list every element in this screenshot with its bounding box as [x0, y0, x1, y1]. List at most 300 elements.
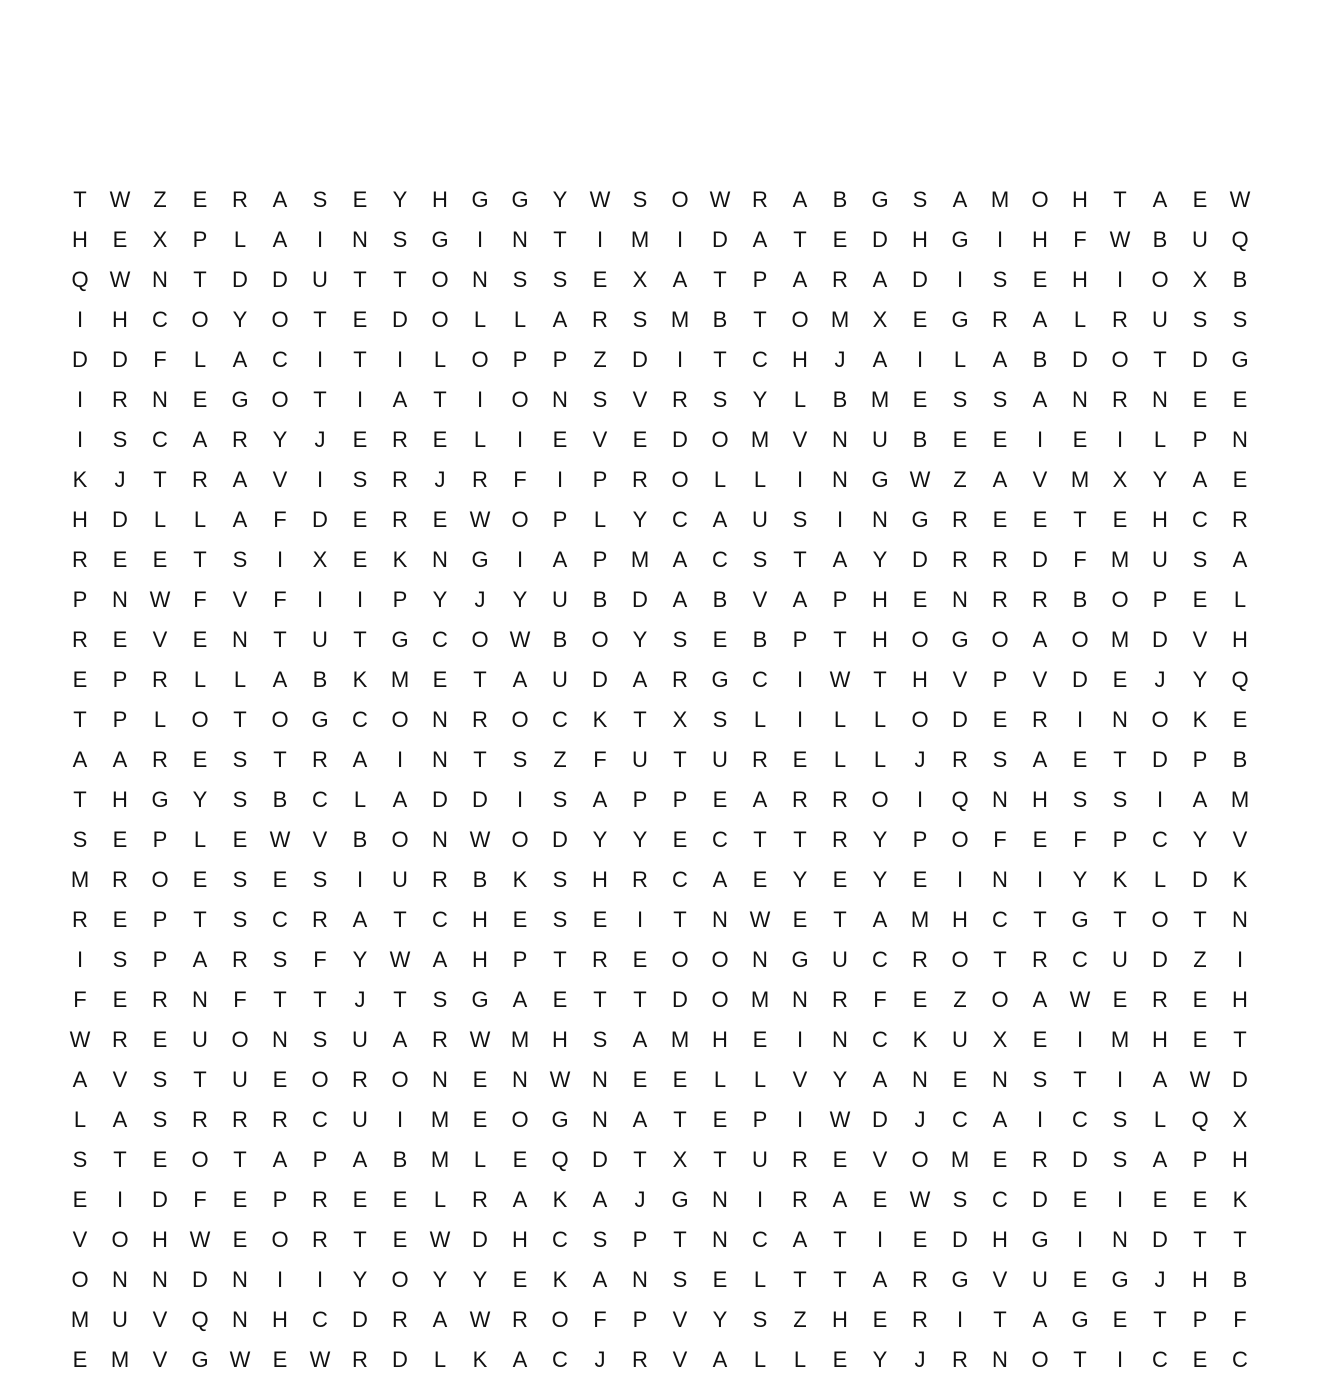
letter-cell[interactable]: O: [111, 1227, 129, 1252]
letter-cell[interactable]: O: [431, 307, 449, 332]
letter-cell[interactable]: N: [992, 867, 1008, 892]
letter-cell[interactable]: X: [1232, 1107, 1248, 1132]
letter-cell[interactable]: R: [592, 307, 608, 332]
letter-cell[interactable]: L: [833, 747, 847, 772]
letter-cell[interactable]: A: [1032, 307, 1048, 332]
letter-cell[interactable]: I: [276, 547, 284, 572]
letter-cell[interactable]: I: [516, 787, 524, 812]
letter-cell[interactable]: A: [712, 1347, 728, 1372]
letter-cell[interactable]: B: [472, 867, 488, 892]
letter-cell[interactable]: I: [1036, 1107, 1044, 1132]
letter-cell[interactable]: G: [231, 387, 249, 412]
letter-cell[interactable]: R: [832, 987, 848, 1012]
letter-cell[interactable]: E: [472, 1107, 488, 1132]
letter-cell[interactable]: O: [71, 1267, 89, 1292]
letter-cell[interactable]: N: [712, 1187, 728, 1212]
letter-cell[interactable]: O: [671, 467, 689, 492]
letter-cell[interactable]: A: [392, 1027, 408, 1052]
letter-cell[interactable]: T: [673, 1227, 687, 1252]
letter-cell[interactable]: T: [993, 1307, 1007, 1332]
letter-cell[interactable]: A: [1192, 787, 1208, 812]
letter-cell[interactable]: H: [1072, 187, 1088, 212]
letter-cell[interactable]: D: [312, 507, 328, 532]
letter-cell[interactable]: K: [1232, 867, 1248, 892]
letter-cell[interactable]: A: [512, 667, 528, 692]
letter-cell[interactable]: C: [1152, 1347, 1168, 1372]
letter-cell[interactable]: P: [1192, 747, 1208, 772]
letter-cell[interactable]: E: [112, 827, 128, 852]
letter-cell[interactable]: W: [469, 507, 491, 532]
letter-cell[interactable]: R: [232, 427, 248, 452]
letter-cell[interactable]: Y: [1072, 867, 1088, 892]
letter-cell[interactable]: S: [1112, 787, 1128, 812]
letter-cell[interactable]: A: [832, 1187, 848, 1212]
letter-cell[interactable]: V: [1192, 627, 1208, 652]
letter-cell[interactable]: T: [833, 1227, 847, 1252]
letter-cell[interactable]: R: [792, 1147, 808, 1172]
letter-cell[interactable]: R: [112, 867, 128, 892]
letter-cell[interactable]: L: [433, 347, 447, 372]
letter-cell[interactable]: T: [633, 707, 647, 732]
letter-cell[interactable]: W: [149, 587, 171, 612]
letter-cell[interactable]: M: [950, 1147, 970, 1172]
letter-cell[interactable]: G: [391, 627, 409, 652]
letter-cell[interactable]: N: [432, 547, 448, 572]
letter-cell[interactable]: B: [272, 787, 288, 812]
letter-cell[interactable]: B: [1072, 587, 1088, 612]
letter-cell[interactable]: O: [671, 187, 689, 212]
letter-cell[interactable]: E: [272, 1347, 288, 1372]
letter-cell[interactable]: N: [712, 907, 728, 932]
letter-cell[interactable]: N: [352, 227, 368, 252]
letter-cell[interactable]: S: [272, 947, 288, 972]
letter-cell[interactable]: A: [872, 1267, 888, 1292]
letter-cell[interactable]: E: [1192, 1027, 1208, 1052]
letter-cell[interactable]: H: [912, 227, 928, 252]
letter-cell[interactable]: T: [993, 947, 1007, 972]
letter-cell[interactable]: N: [152, 1267, 168, 1292]
letter-cell[interactable]: T: [1153, 347, 1167, 372]
letter-cell[interactable]: D: [912, 547, 928, 572]
letter-cell[interactable]: P: [152, 947, 168, 972]
letter-cell[interactable]: E: [592, 267, 608, 292]
letter-cell[interactable]: I: [516, 547, 524, 572]
letter-cell[interactable]: N: [592, 1067, 608, 1092]
letter-cell[interactable]: R: [832, 267, 848, 292]
letter-cell[interactable]: C: [872, 947, 888, 972]
letter-cell[interactable]: H: [872, 627, 888, 652]
letter-cell[interactable]: C: [952, 1107, 968, 1132]
letter-cell[interactable]: O: [511, 387, 529, 412]
letter-cell[interactable]: T: [673, 907, 687, 932]
letter-cell[interactable]: T: [73, 707, 87, 732]
letter-cell[interactable]: L: [233, 227, 247, 252]
letter-cell[interactable]: W: [829, 1107, 851, 1132]
letter-cell[interactable]: B: [1032, 347, 1048, 372]
letter-cell[interactable]: J: [314, 427, 326, 452]
letter-cell[interactable]: M: [1230, 787, 1250, 812]
letter-cell[interactable]: D: [1232, 1067, 1248, 1092]
letter-cell[interactable]: E: [112, 547, 128, 572]
letter-cell[interactable]: T: [793, 227, 807, 252]
letter-cell[interactable]: O: [231, 1027, 249, 1052]
letter-cell[interactable]: C: [552, 707, 568, 732]
letter-cell[interactable]: V: [232, 587, 248, 612]
letter-cell[interactable]: Z: [553, 747, 567, 772]
letter-cell[interactable]: H: [72, 507, 88, 532]
letter-cell[interactable]: N: [232, 627, 248, 652]
letter-cell[interactable]: I: [76, 307, 84, 332]
letter-cell[interactable]: K: [72, 467, 88, 492]
letter-cell[interactable]: X: [992, 1027, 1008, 1052]
letter-cell[interactable]: O: [671, 947, 689, 972]
letter-cell[interactable]: E: [1192, 1347, 1208, 1372]
letter-cell[interactable]: R: [632, 867, 648, 892]
letter-cell[interactable]: Y: [472, 1267, 488, 1292]
letter-cell[interactable]: U: [872, 427, 888, 452]
letter-cell[interactable]: O: [311, 1067, 329, 1092]
letter-cell[interactable]: T: [833, 1267, 847, 1292]
letter-cell[interactable]: W: [589, 187, 611, 212]
letter-cell[interactable]: E: [72, 1187, 88, 1212]
letter-cell[interactable]: S: [432, 987, 448, 1012]
letter-cell[interactable]: T: [793, 827, 807, 852]
letter-cell[interactable]: R: [432, 867, 448, 892]
letter-cell[interactable]: E: [632, 427, 648, 452]
letter-cell[interactable]: U: [352, 1027, 368, 1052]
letter-cell[interactable]: U: [752, 507, 768, 532]
letter-cell[interactable]: T: [1153, 1307, 1167, 1332]
letter-cell[interactable]: O: [1151, 267, 1169, 292]
letter-cell[interactable]: E: [992, 1147, 1008, 1172]
letter-cell[interactable]: I: [876, 1227, 884, 1252]
letter-cell[interactable]: T: [273, 627, 287, 652]
letter-cell[interactable]: E: [272, 867, 288, 892]
letter-cell[interactable]: E: [1232, 707, 1248, 732]
letter-cell[interactable]: E: [112, 987, 128, 1012]
letter-cell[interactable]: N: [472, 267, 488, 292]
letter-cell[interactable]: G: [951, 627, 969, 652]
letter-cell[interactable]: O: [391, 827, 409, 852]
letter-cell[interactable]: H: [552, 1027, 568, 1052]
letter-cell[interactable]: E: [872, 1187, 888, 1212]
letter-cell[interactable]: H: [112, 307, 128, 332]
letter-cell[interactable]: L: [433, 1347, 447, 1372]
letter-cell[interactable]: C: [312, 1107, 328, 1132]
letter-cell[interactable]: V: [672, 1347, 688, 1372]
letter-cell[interactable]: A: [72, 747, 88, 772]
letter-cell[interactable]: T: [1073, 1067, 1087, 1092]
letter-cell[interactable]: E: [352, 547, 368, 572]
letter-cell[interactable]: A: [872, 1067, 888, 1092]
letter-cell[interactable]: A: [872, 267, 888, 292]
letter-cell[interactable]: D: [472, 1227, 488, 1252]
letter-cell[interactable]: S: [312, 1027, 328, 1052]
letter-cell[interactable]: E: [352, 427, 368, 452]
letter-cell[interactable]: V: [152, 627, 168, 652]
letter-cell[interactable]: E: [1112, 667, 1128, 692]
letter-cell[interactable]: Q: [1231, 227, 1249, 252]
letter-cell[interactable]: I: [516, 427, 524, 452]
letter-cell[interactable]: N: [432, 747, 448, 772]
letter-cell[interactable]: X: [312, 547, 328, 572]
letter-cell[interactable]: L: [473, 1147, 487, 1172]
letter-cell[interactable]: M: [670, 307, 690, 332]
letter-cell[interactable]: O: [511, 1107, 529, 1132]
letter-cell[interactable]: F: [233, 987, 247, 1012]
letter-cell[interactable]: E: [792, 747, 808, 772]
letter-cell[interactable]: H: [1032, 787, 1048, 812]
letter-cell[interactable]: M: [70, 867, 90, 892]
letter-cell[interactable]: R: [832, 787, 848, 812]
letter-cell[interactable]: R: [792, 1187, 808, 1212]
letter-cell[interactable]: A: [1032, 1307, 1048, 1332]
letter-cell[interactable]: S: [552, 907, 568, 932]
letter-cell[interactable]: R: [992, 587, 1008, 612]
letter-cell[interactable]: C: [712, 547, 728, 572]
letter-cell[interactable]: P: [512, 947, 528, 972]
letter-cell[interactable]: D: [1152, 947, 1168, 972]
letter-cell[interactable]: A: [712, 507, 728, 532]
letter-cell[interactable]: U: [232, 1067, 248, 1092]
letter-cell[interactable]: Q: [951, 787, 969, 812]
letter-cell[interactable]: I: [1116, 1187, 1124, 1212]
letter-cell[interactable]: E: [832, 1147, 848, 1172]
letter-cell[interactable]: P: [1192, 427, 1208, 452]
letter-cell[interactable]: O: [791, 307, 809, 332]
letter-cell[interactable]: R: [352, 1347, 368, 1372]
letter-cell[interactable]: E: [1112, 1307, 1128, 1332]
letter-cell[interactable]: Y: [232, 307, 248, 332]
letter-cell[interactable]: F: [313, 947, 327, 972]
letter-cell[interactable]: E: [472, 1067, 488, 1092]
letter-cell[interactable]: R: [472, 467, 488, 492]
letter-cell[interactable]: I: [636, 907, 644, 932]
letter-cell[interactable]: E: [952, 1067, 968, 1092]
letter-cell[interactable]: I: [956, 267, 964, 292]
letter-cell[interactable]: V: [72, 1227, 88, 1252]
letter-cell[interactable]: R: [512, 1307, 528, 1332]
letter-cell[interactable]: I: [556, 467, 564, 492]
letter-cell[interactable]: L: [713, 467, 727, 492]
letter-cell[interactable]: R: [1152, 987, 1168, 1012]
letter-cell[interactable]: P: [112, 667, 128, 692]
letter-cell[interactable]: A: [1232, 547, 1248, 572]
letter-cell[interactable]: P: [912, 827, 928, 852]
letter-cell[interactable]: B: [712, 587, 728, 612]
letter-cell[interactable]: O: [471, 347, 489, 372]
letter-cell[interactable]: D: [1152, 1227, 1168, 1252]
letter-cell[interactable]: E: [592, 907, 608, 932]
letter-cell[interactable]: I: [996, 227, 1004, 252]
letter-cell[interactable]: A: [112, 747, 128, 772]
letter-cell[interactable]: A: [632, 1027, 648, 1052]
letter-cell[interactable]: T: [553, 947, 567, 972]
letter-cell[interactable]: A: [352, 747, 368, 772]
letter-cell[interactable]: B: [592, 587, 608, 612]
letter-cell[interactable]: Y: [1192, 827, 1208, 852]
letter-cell[interactable]: D: [232, 267, 248, 292]
letter-cell[interactable]: C: [1232, 1347, 1248, 1372]
letter-cell[interactable]: R: [632, 1347, 648, 1372]
letter-cell[interactable]: G: [1071, 907, 1089, 932]
letter-cell[interactable]: G: [871, 187, 889, 212]
letter-cell[interactable]: O: [191, 707, 209, 732]
letter-cell[interactable]: V: [592, 427, 608, 452]
letter-cell[interactable]: O: [711, 427, 729, 452]
letter-cell[interactable]: S: [752, 547, 768, 572]
letter-cell[interactable]: M: [1110, 547, 1130, 572]
letter-cell[interactable]: L: [1153, 867, 1167, 892]
letter-cell[interactable]: M: [830, 307, 850, 332]
letter-cell[interactable]: A: [432, 1307, 448, 1332]
letter-cell[interactable]: A: [792, 267, 808, 292]
letter-cell[interactable]: R: [312, 1227, 328, 1252]
letter-cell[interactable]: F: [153, 347, 167, 372]
letter-cell[interactable]: N: [1152, 387, 1168, 412]
letter-cell[interactable]: B: [712, 307, 728, 332]
letter-cell[interactable]: B: [752, 627, 768, 652]
letter-cell[interactable]: P: [552, 507, 568, 532]
letter-cell[interactable]: S: [752, 1307, 768, 1332]
letter-cell[interactable]: T: [673, 747, 687, 772]
letter-cell[interactable]: S: [112, 427, 128, 452]
letter-cell[interactable]: F: [193, 1187, 207, 1212]
letter-cell[interactable]: S: [592, 1227, 608, 1252]
letter-cell[interactable]: U: [312, 267, 328, 292]
letter-cell[interactable]: D: [432, 787, 448, 812]
letter-cell[interactable]: Y: [632, 627, 648, 652]
letter-cell[interactable]: E: [72, 667, 88, 692]
letter-cell[interactable]: C: [712, 827, 728, 852]
letter-cell[interactable]: M: [670, 1027, 690, 1052]
letter-cell[interactable]: X: [672, 707, 688, 732]
letter-cell[interactable]: H: [912, 667, 928, 692]
letter-cell[interactable]: O: [511, 507, 529, 532]
letter-cell[interactable]: A: [552, 547, 568, 572]
letter-cell[interactable]: C: [312, 1307, 328, 1332]
letter-cell[interactable]: R: [1232, 507, 1248, 532]
letter-cell[interactable]: E: [232, 1187, 248, 1212]
letter-cell[interactable]: W: [269, 827, 291, 852]
letter-cell[interactable]: F: [1073, 827, 1087, 852]
letter-cell[interactable]: M: [1110, 1027, 1130, 1052]
letter-cell[interactable]: B: [1152, 227, 1168, 252]
letter-cell[interactable]: H: [272, 1307, 288, 1332]
letter-cell[interactable]: W: [229, 1347, 251, 1372]
letter-cell[interactable]: P: [272, 1187, 288, 1212]
letter-cell[interactable]: S: [552, 267, 568, 292]
letter-cell[interactable]: J: [834, 347, 846, 372]
letter-cell[interactable]: R: [72, 547, 88, 572]
letter-cell[interactable]: A: [1152, 1147, 1168, 1172]
letter-cell[interactable]: T: [193, 907, 207, 932]
letter-cell[interactable]: E: [992, 507, 1008, 532]
letter-cell[interactable]: Y: [712, 1307, 728, 1332]
letter-cell[interactable]: J: [474, 587, 486, 612]
letter-cell[interactable]: E: [1032, 1027, 1048, 1052]
letter-cell[interactable]: T: [433, 387, 447, 412]
letter-cell[interactable]: K: [912, 1027, 928, 1052]
letter-cell[interactable]: P: [632, 787, 648, 812]
letter-cell[interactable]: H: [1032, 227, 1048, 252]
letter-cell[interactable]: E: [512, 1147, 528, 1172]
letter-cell[interactable]: W: [69, 1027, 91, 1052]
letter-cell[interactable]: D: [1192, 347, 1208, 372]
letter-cell[interactable]: E: [1112, 507, 1128, 532]
letter-cell[interactable]: R: [632, 467, 648, 492]
letter-cell[interactable]: O: [591, 627, 609, 652]
letter-cell[interactable]: P: [152, 827, 168, 852]
letter-cell[interactable]: N: [232, 1307, 248, 1332]
letter-cell[interactable]: T: [753, 827, 767, 852]
letter-cell[interactable]: R: [1032, 587, 1048, 612]
letter-cell[interactable]: O: [391, 707, 409, 732]
letter-cell[interactable]: A: [192, 947, 208, 972]
letter-cell[interactable]: O: [991, 987, 1009, 1012]
letter-cell[interactable]: K: [1112, 867, 1128, 892]
letter-cell[interactable]: I: [1116, 267, 1124, 292]
letter-cell[interactable]: A: [832, 547, 848, 572]
letter-cell[interactable]: A: [1152, 1067, 1168, 1092]
letter-cell[interactable]: R: [472, 707, 488, 732]
letter-cell[interactable]: R: [312, 907, 328, 932]
letter-cell[interactable]: E: [992, 427, 1008, 452]
letter-cell[interactable]: R: [912, 947, 928, 972]
letter-cell[interactable]: G: [1071, 1307, 1089, 1332]
letter-cell[interactable]: E: [752, 1027, 768, 1052]
letter-cell[interactable]: W: [909, 467, 931, 492]
letter-cell[interactable]: U: [1152, 547, 1168, 572]
letter-cell[interactable]: L: [593, 507, 607, 532]
letter-cell[interactable]: M: [510, 1027, 530, 1052]
letter-cell[interactable]: I: [916, 347, 924, 372]
letter-cell[interactable]: I: [1116, 1067, 1124, 1092]
letter-cell[interactable]: R: [1112, 387, 1128, 412]
letter-cell[interactable]: L: [193, 347, 207, 372]
letter-cell[interactable]: F: [273, 507, 287, 532]
letter-cell[interactable]: Y: [432, 1267, 448, 1292]
letter-cell[interactable]: M: [630, 227, 650, 252]
letter-cell[interactable]: I: [796, 667, 804, 692]
letter-cell[interactable]: E: [712, 1107, 728, 1132]
letter-cell[interactable]: E: [712, 1267, 728, 1292]
letter-cell[interactable]: D: [632, 347, 648, 372]
letter-cell[interactable]: A: [272, 667, 288, 692]
letter-cell[interactable]: U: [552, 667, 568, 692]
letter-cell[interactable]: R: [72, 627, 88, 652]
letter-cell[interactable]: M: [430, 1107, 450, 1132]
letter-cell[interactable]: A: [752, 787, 768, 812]
letter-cell[interactable]: J: [354, 987, 366, 1012]
letter-cell[interactable]: U: [192, 1027, 208, 1052]
letter-cell[interactable]: E: [672, 1067, 688, 1092]
letter-cell[interactable]: R: [952, 507, 968, 532]
letter-cell[interactable]: Y: [392, 187, 408, 212]
letter-cell[interactable]: T: [833, 907, 847, 932]
letter-cell[interactable]: B: [1232, 267, 1248, 292]
letter-cell[interactable]: B: [352, 827, 368, 852]
letter-cell[interactable]: C: [1192, 507, 1208, 532]
letter-cell[interactable]: E: [392, 1187, 408, 1212]
letter-cell[interactable]: I: [1076, 1027, 1084, 1052]
letter-cell[interactable]: S: [792, 507, 808, 532]
letter-cell[interactable]: V: [152, 1307, 168, 1332]
letter-cell[interactable]: P: [512, 347, 528, 372]
letter-cell[interactable]: P: [1192, 1147, 1208, 1172]
letter-cell[interactable]: S: [232, 547, 248, 572]
letter-cell[interactable]: N: [152, 387, 168, 412]
